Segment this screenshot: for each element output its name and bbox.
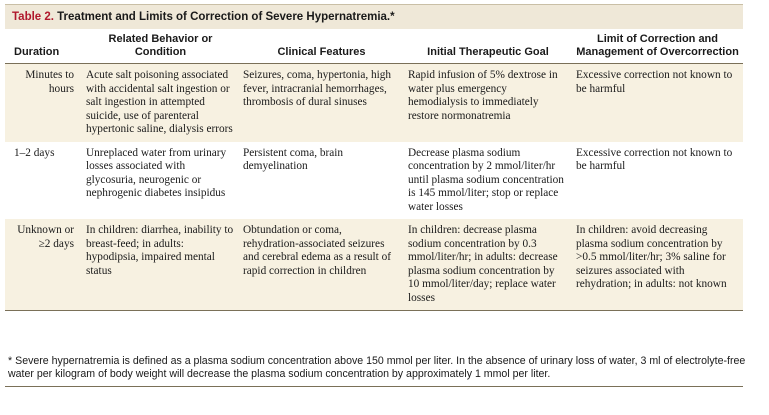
table-number: Table 2. <box>12 11 54 23</box>
cell-behavior: In children: diarrhea, inability to breast-feed; in adults: hypodipsia, impaired mental status <box>82 219 239 311</box>
table-title-bar <box>5 4 743 30</box>
cell-behavior: Acute salt poisoning associated with accidental salt ingestion or salt ingestion in attempted suicide, use of parenteral hypertonic saline, dialysis errors <box>82 64 239 142</box>
cell-features: Persistent coma, brain demyelination <box>239 142 404 220</box>
cell-features: Seizures, coma, hypertonia, high fever, intracranial hemorrhages, thrombosis of dural sinuses <box>239 64 404 142</box>
cell-duration: 1–2 days <box>5 142 82 220</box>
cell-features: Obtundation or coma, rehydration-associated seizures and cerebral edema as a result of rapid correction in children <box>239 219 404 311</box>
bottom-rule <box>5 386 743 387</box>
cell-behavior: Unreplaced water from urinary losses associated with glycosuria, neurogenic or nephrogenic diabetes insipidus <box>82 142 239 220</box>
table-row <box>5 142 743 220</box>
cell-duration: Minutes to hours <box>5 64 82 142</box>
table-title-text: Treatment and Limits of Correction of Severe Hypernatremia.* <box>57 11 395 23</box>
cell-goal: Decrease plasma sodium concentration by 2 mmol/liter/hr until plasma sodium concentration is 145 mmol/liter; stop or replace water losses <box>404 142 572 220</box>
column-header-duration: Duration <box>5 29 82 64</box>
cell-goal: Rapid infusion of 5% dextrose in water plus emergency hemodialysis to immediately restore normonatremia <box>404 64 572 142</box>
column-header-limit: Limit of Correction and Management of Overcorrection <box>572 29 743 64</box>
footnote-text: Severe hypernatremia is defined as a plasma sodium concentration above 150 mmol per liter. In the absence of urinary loss of water, 3 ml of electrolyte-free water per kilogram of body weight will decrease the plasma sodium concentration by approximately 1 mmol per liter. <box>8 355 746 380</box>
table-title <box>12 11 395 23</box>
table-row <box>5 219 743 311</box>
cell-limit: Excessive correction not known to be harmful <box>572 142 743 220</box>
table-footnote <box>8 355 748 381</box>
table-row <box>5 64 743 142</box>
header-row <box>5 29 743 64</box>
footnote-marker: * <box>8 355 13 367</box>
column-header-behavior: Related Behavior or Condition <box>82 29 239 64</box>
cell-limit: Excessive correction not known to be harmful <box>572 64 743 142</box>
column-header-features: Clinical Features <box>239 29 404 64</box>
cell-limit: In children: avoid decreasing plasma sodium concentration by >0.5 mmol/liter/hr; 3% saline for seizures associated with rehydration; in adults: not known <box>572 219 743 311</box>
cell-goal: In children: decrease plasma sodium concentration by 0.3 mmol/liter/hr; in adults: decrease plasma sodium concentration by 10 mmol/liter/day; replace water losses <box>404 219 572 311</box>
cell-duration: Unknown or ≥2 days <box>5 219 82 311</box>
column-header-goal: Initial Therapeutic Goal <box>404 29 572 64</box>
hypernatremia-table <box>5 29 743 311</box>
